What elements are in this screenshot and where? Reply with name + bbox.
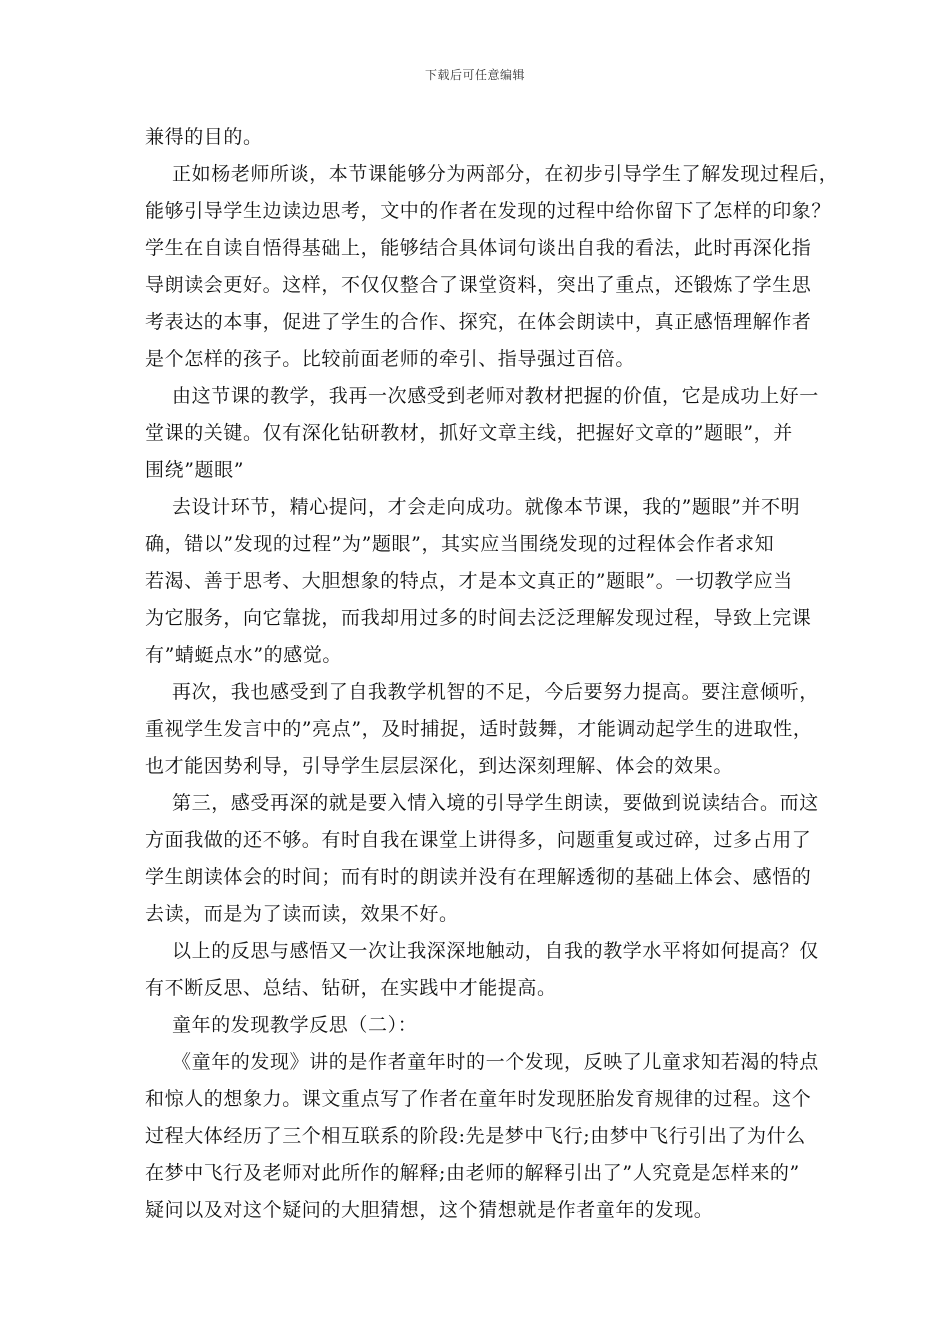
text-line: 围绕”题眼”: [145, 459, 245, 481]
text-line: 正如杨老师所谈，本节课能够分为两部分，在初步引导学生了解发现过程后，: [172, 163, 839, 185]
text-line: 和惊人的想象力。课文重点写了作者在童年时发现胚胎发育规律的过程。这个: [145, 1088, 812, 1110]
text-line: 疑问以及对这个疑问的大胆猜想，这个猜想就是作者童年的发现。: [145, 1199, 714, 1221]
text-line: 再次，我也感受到了自我教学机智的不足，今后要努力提高。要注意倾听，: [172, 681, 819, 703]
text-line: 堂课的关键。仅有深化钻研教材，抓好文章主线，把握好文章的”题眼”，并: [145, 422, 793, 444]
text-line: 过程大体经历了三个相互联系的阶段:先是梦中飞行;由梦中飞行引出了为什么: [145, 1125, 806, 1147]
text-line: 《童年的发现》讲的是作者童年时的一个发现，反映了儿童求知若渴的特点: [172, 1051, 819, 1073]
text-line: 能够引导学生边读边思考，文中的作者在发现的过程中给你留下了怎样的印象？: [145, 200, 832, 222]
text-line: 若渴、善于思考、大胆想象的特点，才是本文真正的”题眼”。一切教学应当: [145, 570, 793, 592]
text-line: 确，错以”发现的过程”为”题眼”，其实应当围绕发现的过程体会作者求知: [145, 533, 775, 555]
text-line: 去设计环节，精心提问，才会走向成功。就像本节课，我的”题眼”并不明: [172, 496, 801, 518]
text-line: 也才能因势利导，引导学生层层深化，到达深刻理解、体会的效果。: [145, 755, 734, 777]
text-line: 兼得的目的。: [145, 126, 263, 148]
text-line: 有”蜻蜓点水”的感觉。: [145, 644, 343, 666]
text-line: 方面我做的还不够。有时自我在课堂上讲得多，问题重复或过碎，过多占用了: [145, 829, 812, 851]
text-line: 第三，感受再深的就是要入情入境的引导学生朗读，要做到说读结合。而这: [172, 792, 819, 814]
text-line: 学生朗读体会的时间；而有时的朗读并没有在理解透彻的基础上体会、感悟的: [145, 866, 812, 888]
text-line: 有不断反思、总结、钻研，在实践中才能提高。: [145, 977, 557, 999]
text-line: 是个怎样的孩子。比较前面老师的牵引、指导强过百倍。: [145, 348, 636, 370]
text-line: 考表达的本事，促进了学生的合作、探究，在体会朗读中，真正感悟理解作者: [145, 311, 812, 333]
text-line: 童年的发现教学反思（二）：: [172, 1014, 418, 1036]
text-line: 重视学生发言中的”亮点”，及时捕捉，适时鼓舞，才能调动起学生的进取性，: [145, 718, 813, 740]
text-line: 学生在自读自悟得基础上，能够结合具体词句谈出自我的看法，此时再深化指: [145, 237, 812, 259]
text-line: 导朗读会更好。这样，不仅仅整合了课堂资料，突出了重点，还锻炼了学生思: [145, 274, 812, 296]
text-line: 为它服务，向它靠拢，而我却用过多的时间去泛泛理解发现过程，导致上完课: [145, 607, 812, 629]
text-line: 由这节课的教学，我再一次感受到老师对教材把握的价值，它是成功上好一: [172, 385, 819, 407]
page-header: 下载后可任意编辑: [424, 68, 525, 82]
text-line: 在梦中飞行及老师对此所作的解释;由老师的解释引出了”人究竟是怎样来的”: [145, 1162, 800, 1184]
text-line: 去读，而是为了读而读，效果不好。: [145, 903, 459, 925]
text-line: 以上的反思与感悟又一次让我深深地触动，自我的教学水平将如何提高？仅: [172, 940, 819, 962]
